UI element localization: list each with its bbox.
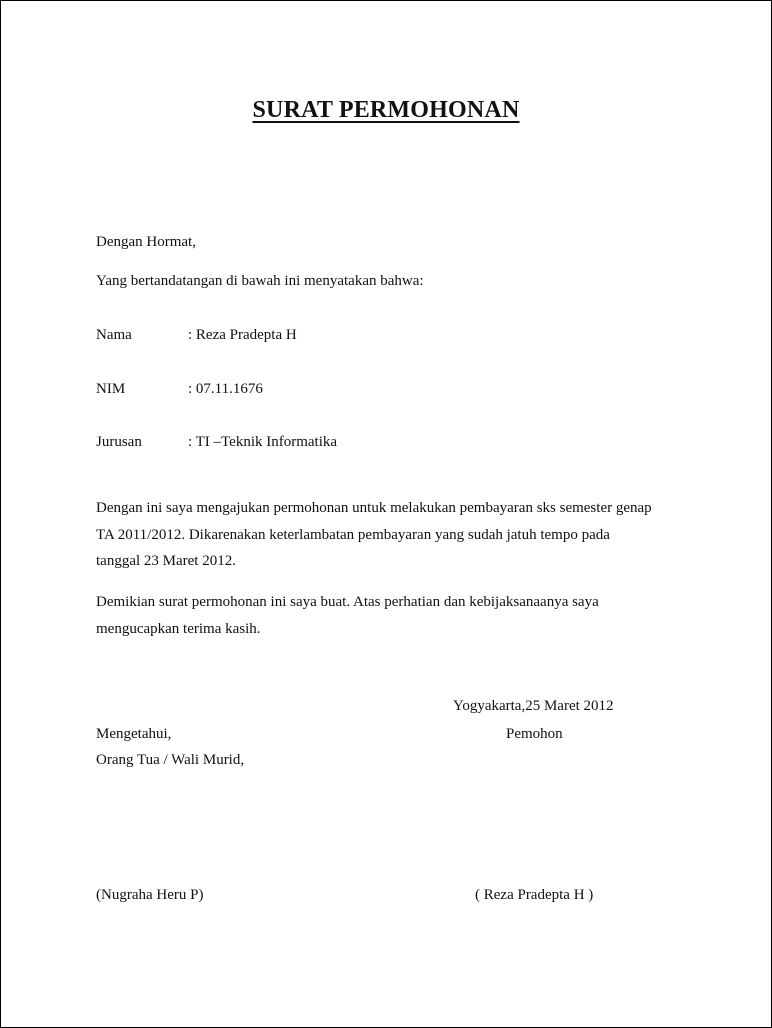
field-label-nim: NIM — [96, 381, 126, 397]
body-line-3: tanggal 23 Maret 2012. — [96, 553, 236, 569]
intro-line: Yang bertandatangan di bawah ini menyatakan bahwa: — [96, 273, 424, 289]
greeting: Dengan Hormat, — [96, 234, 196, 250]
closing-line-1: Demikian surat permohonan ini saya buat. Atas perhatian dan kebijaksanaanya saya — [96, 594, 599, 610]
field-label-nama: Nama — [96, 327, 132, 343]
letter-title: SURAT PERMOHONAN — [252, 97, 520, 123]
left-signer-role-1: Mengetahui, — [96, 726, 172, 742]
field-value-nama: : Reza Pradepta H — [188, 327, 297, 343]
body-line-2: TA 2011/2012. Dikarenakan keterlambatan pembayaran yang sudah jatuh tempo pada — [96, 527, 610, 543]
left-signer-role-2: Orang Tua / Wali Murid, — [96, 752, 245, 768]
place-date: Yogyakarta,25 Maret 2012 — [453, 698, 614, 714]
field-value-nim: : 07.11.1676 — [188, 381, 263, 397]
closing-line-2: mengucapkan terima kasih. — [96, 621, 261, 637]
field-label-jurusan: Jurusan — [96, 434, 142, 450]
field-value-jurusan: : TI –Teknik Informatika — [188, 434, 338, 450]
right-signer-name: ( Reza Pradepta H ) — [475, 887, 594, 903]
right-signer-role: Pemohon — [506, 726, 563, 742]
body-line-1: Dengan ini saya mengajukan permohonan untuk melakukan pembayaran sks semester genap — [96, 500, 652, 516]
left-signer-name: (Nugraha Heru P) — [96, 887, 204, 903]
